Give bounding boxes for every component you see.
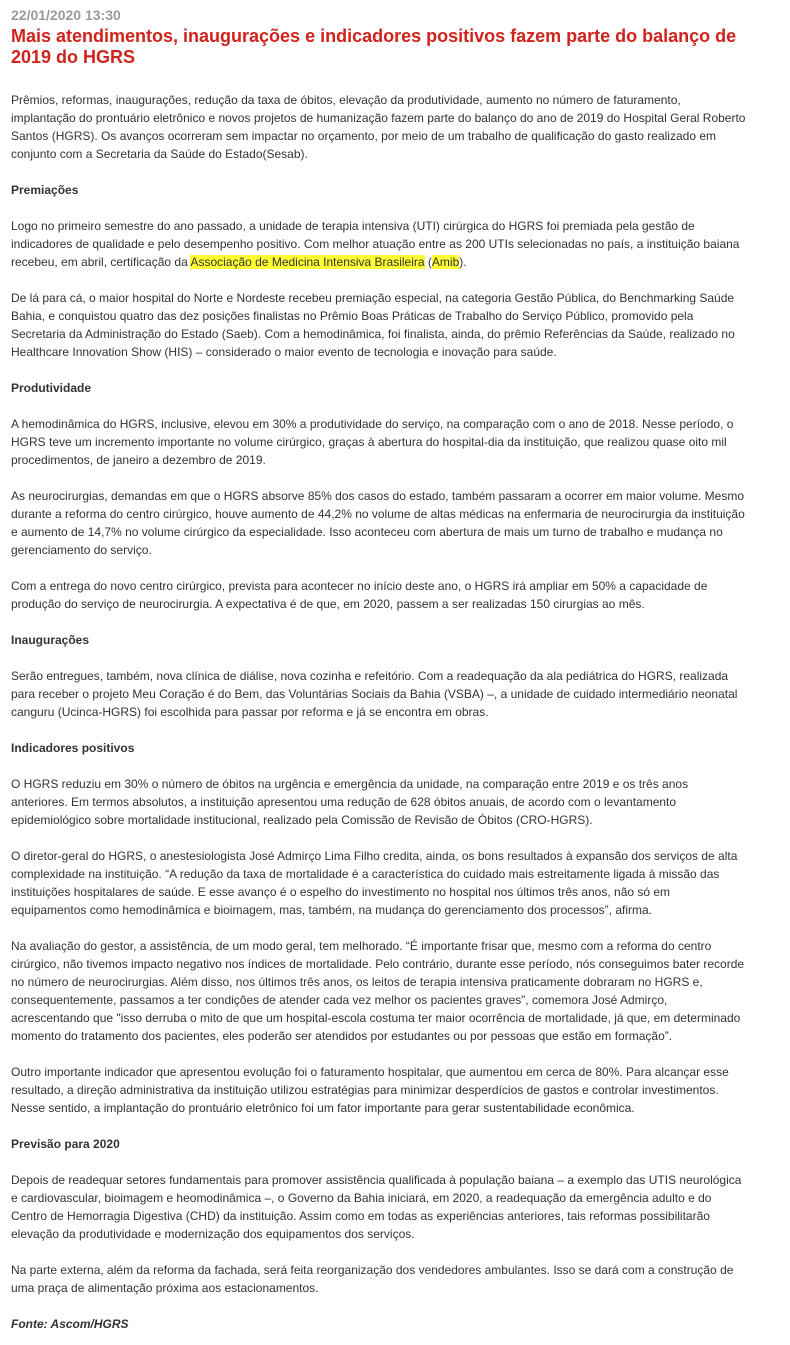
indicadores-paragraph-4: Outro importante indicador que apresentou evolução foi o faturamento hospitalar, que aumentou em cerca de 80%. Para alcançar esse resultado, a direção administrativa da instituição utilizou estratégias para minimizar desperdícios de gastos e controlar investimentos. Nesse sentido, a implantação do prontuário eletrônico foi um fator importante para gerar sustentabilidade econômica. — [11, 1065, 729, 1115]
highlight-amib-full-name: Associação de Medicina Intensiva Brasileira — [190, 255, 425, 269]
indicadores-paragraph-3: Na avaliação do gestor, a assistência, de um modo geral, tem melhorado. “É importante frisar que, mesmo com a reforma do centro cirúrgico, não tivemos impacto negativo nos índices de mortalidade. Pelo contrário, durante esse período, nós conseguimos bater recorde no número de neurocirurgias. Além disso, nos últimos três anos, os leitos de terapia intensiva praticamente dobraram no HGRS e, consequentemente, passamos a ter condições de atender cada vez melhor os pacientes graves”, comemora José Admirço, acrescentando que "isso derruba o mito de que um hospital-escola costuma ter maior ocorrência de mortalidade, já que, em determinado momento do tratamento dos pacientes, eles poderão ser atendidos por estudantes ou por pessoas que estão em formação”. — [11, 939, 745, 1043]
premiacoes-paragraph-2: De lá para cá, o maior hospital do Norte e Nordeste recebeu premiação especial, na categoria Gestão Pública, do Benchmarking Saúde Bahia, e conquistou quatro das dez posições finalistas no Prêmio Boas Práticas de Trabalho do Serviço Público, promovido pela Secretaria da Administração do Estado (Saeb). Com a hemodinâmica, foi finalista, ainda, do prêmio Referências da Saúde, realizado no Healthcare Innovation Show (HIS) – considerado o maior evento de tecnologia e inovação para saúde. — [11, 291, 735, 359]
highlight-amib-acronym: Amib — [431, 255, 460, 269]
premiacoes-paragraph-1 — [11, 217, 746, 271]
section-heading-indicadores: Indicadores positivos — [11, 741, 135, 755]
article-date: 22/01/2020 13:30 — [11, 7, 121, 23]
intro-paragraph: Prêmios, reformas, inaugurações, redução da taxa de óbitos, elevação da produtividade, aumento no número de faturamento, implantação do prontuário eletrônico e novos projetos de humanização fazem parte do balanço do ano de 2019 do Hospital Geral Roberto Santos (HGRS). Os avanços ocorreram sem impactar no orçamento, por meio de um trabalho de qualificação do gasto realizado em conjunto com a Secretaria da Saúde do Estado(Sesab). — [11, 93, 746, 161]
section-heading-premiacoes: Premiações — [11, 183, 79, 197]
previsao-paragraph-2: Na parte externa, além da reforma da fachada, será feita reorganização dos vendedores ambulantes. Isso se dará com a construção de uma praça de alimentação próxima aos estacionamentos. — [11, 1263, 734, 1295]
section-heading-previsao: Previsão para 2020 — [11, 1137, 120, 1151]
produtividade-paragraph-3: Com a entrega do novo centro cirúrgico, prevista para acontecer no início deste ano, o HGRS irá ampliar em 50% a capacidade de produção do serviço de neurocirurgia. A expectativa é de que, em 2020, passem a ser realizadas 150 cirurgias ao mês. — [11, 579, 708, 611]
indicadores-paragraph-2: O diretor-geral do HGRS, o anestesiologista José Admirço Lima Filho credita, ainda, os bons resultados à expansão dos serviços de alta complexidade na instituição. “A redução da taxa de mortalidade é a característica do cuidado mais estreitamente ligada à missão das instituições hospitalares de saúde. E esse avanço é o espelho do investimento no hospital nos últimos três anos, não só em equipamentos como hemodinâmica e bioimagem, mas, também, na mudança do gerenciamento dos processos”, afirma. — [11, 849, 738, 917]
indicadores-paragraph-1: O HGRS reduziu em 30% o número de óbitos na urgência e emergência da unidade, na comparação entre 2019 e os três anos anteriores. Em termos absolutos, a instituição apresentou uma redução de 628 óbitos anuais, de acordo com o levantamento epidemiológico sobre mortalidade institucional, realizado pela Comissão de Revisão de Óbitos (CRO-HGRS). — [11, 777, 689, 827]
inauguracoes-paragraph-1: Serão entregues, também, nova clínica de diálise, nova cozinha e refeitório. Com a readequação da ala pediátrica do HGRS, realizada para receber o projeto Meu Coração é do Bem, das Voluntárias Sociais da Bahia (VSBA) –, a unidade de cuidado intermediário neonatal canguru (Ucinca-HGRS) foi escolhida para passar por reforma e já se encontra em obras. — [11, 669, 738, 719]
produtividade-paragraph-1: A hemodinâmica do HGRS, inclusive, elevou em 30% a produtividade do serviço, na comparação com o ano de 2018. Nesse período, o HGRS teve um incremento importante no volume cirúrgico, graças à abertura do hospital-dia da instituição, que realizou quase oito mil procedimentos, de janeiro a dezembro de 2019. — [11, 417, 734, 467]
article-body — [11, 91, 746, 1333]
section-heading-produtividade: Produtividade — [11, 381, 92, 395]
premiacoes-text-after: ). — [459, 255, 467, 269]
produtividade-paragraph-2: As neurocirurgias, demandas em que o HGRS absorve 85% dos casos do estado, também passaram a ocorrer em maior volume. Mesmo durante a reforma do centro cirúrgico, houve aumento de 44,2% no volume de altas médicas na enfermaria de neurocirurgia da instituição e aumento de 14,7% no volume cirúrgico da especialidade. Isso aconteceu com abertura de mais um turno de trabalho e mudança no gerenciamento do serviço. — [11, 489, 745, 557]
premiacoes-text-before: Logo no primeiro semestre do ano passado, a unidade de terapia intensiva (UTI) cirúrgica do HGRS foi premiada pela gestão de indicadores de qualidade e pelo desempenho positivo. Com melhor atuação entre as 200 UTIs selecionadas no país, a instituição baiana recebeu, em abril, certificação da — [11, 219, 740, 269]
previsao-paragraph-1: Depois de readequar setores fundamentais para promover assistência qualificada à população baiana – a exemplo das UTIS neurológica e cardiovascular, bioimagem e heomodinâmica –, o Governo da Bahia iniciará, em 2020, a readequação da emergência adulto e do Centro de Hemorragia Digestiva (CHD) da instituição. Assim como em todas as experiências anteriores, tais reformas possibilitarão elevação da produtividade e modernização dos equipamentos dos serviços. — [11, 1173, 742, 1241]
section-heading-inauguracoes: Inaugurações — [11, 633, 90, 647]
article-title: Mais atendimentos, inaugurações e indicadores positivos fazem parte do balanço de 2019 do HGRS — [11, 26, 737, 67]
article-source: Fonte: Ascom/HGRS — [11, 1317, 129, 1331]
premiacoes-text-middle: ( — [424, 255, 432, 269]
